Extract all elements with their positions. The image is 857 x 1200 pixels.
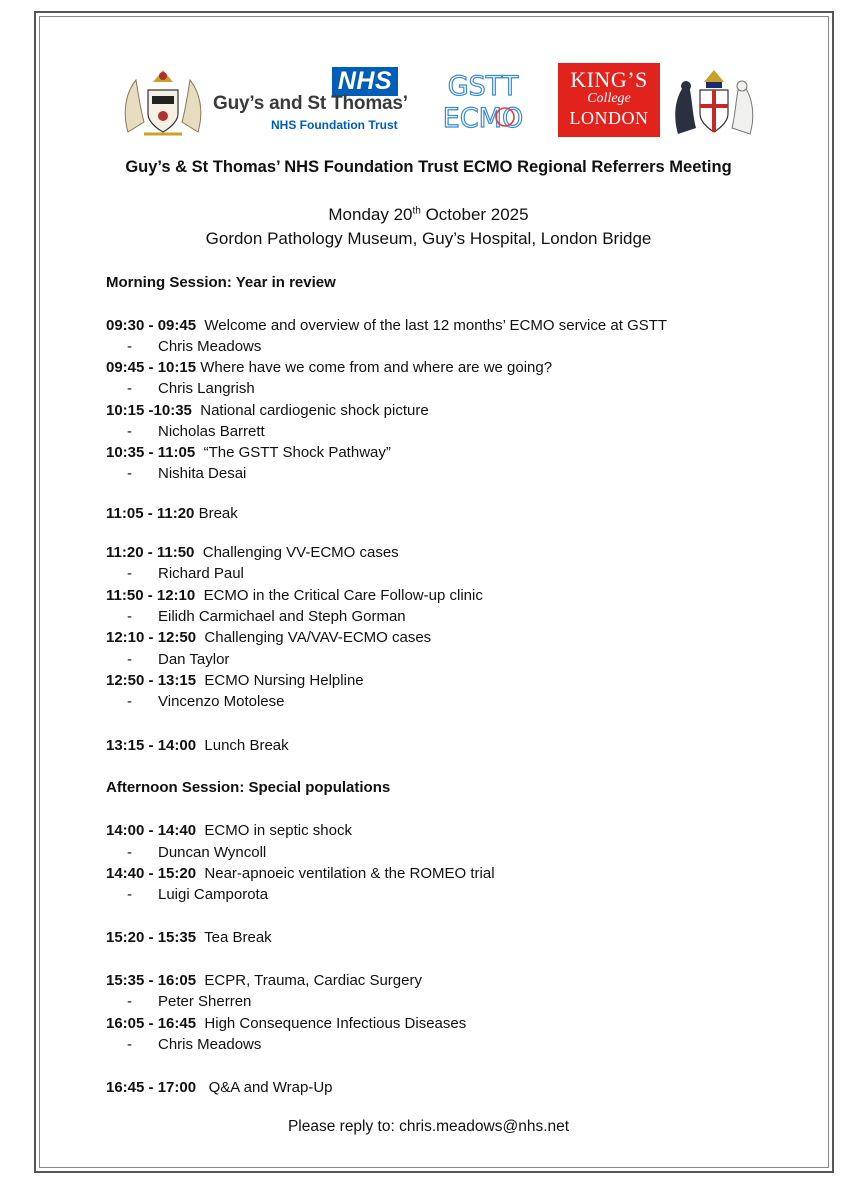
- speaker-name: Luigi Camporota: [158, 886, 269, 903]
- agenda-speaker: - Nicholas Barrett: [127, 423, 265, 440]
- speaker-name: Chris Meadows: [158, 338, 262, 355]
- ecmo-logo-line2: ECMO: [442, 103, 524, 134]
- agenda-item: [106, 542, 399, 563]
- agenda-time: 14:40 - 15:20: [106, 865, 197, 882]
- afternoon-session-heading: Afternoon Session: Special populations: [106, 779, 391, 796]
- kcl-crest-icon: [670, 64, 758, 138]
- agenda-time: 16:05 - 16:45: [106, 1015, 197, 1032]
- agenda-title: Near-apnoeic ventilation & the ROMEO trial: [204, 865, 495, 882]
- ecmo-logo-line1: GSTT: [447, 71, 519, 102]
- agenda-time: 15:35 - 16:05: [106, 972, 197, 989]
- agenda-item: [106, 442, 391, 463]
- agenda-item: [106, 970, 422, 991]
- agenda-title: Challenging VV-ECMO cases: [202, 544, 399, 561]
- speaker-name: Peter Sherren: [158, 993, 252, 1010]
- agenda-speaker: - Richard Paul: [127, 565, 244, 582]
- agenda-time: 14:00 - 14:40: [106, 822, 197, 839]
- agenda-time: 11:50 - 12:10: [106, 587, 196, 604]
- agenda-title: Tea Break: [204, 929, 272, 946]
- gstt-crest-icon: [118, 62, 208, 138]
- speaker-name: Eilidh Carmichael and Steph Gorman: [158, 608, 406, 625]
- agenda-time: 10:15 -10:35: [106, 402, 192, 419]
- agenda-title: Break: [198, 505, 238, 522]
- event-venue: Gordon Pathology Museum, Guy’s Hospital, London Bridge: [205, 229, 652, 248]
- event-date-prefix: Monday 20: [328, 205, 413, 224]
- agenda-item: [106, 1013, 466, 1034]
- gstt-ecmo-logo: [437, 65, 529, 137]
- nhs-logo: NHS: [332, 67, 398, 96]
- agenda-item: [106, 863, 495, 884]
- agenda-title: “The GSTT Shock Pathway”: [203, 444, 391, 461]
- speaker-name: Chris Langrish: [158, 380, 255, 397]
- agenda-time: 09:30 - 09:45: [106, 317, 197, 334]
- agenda-speaker: - Eilidh Carmichael and Steph Gorman: [127, 608, 406, 625]
- agenda-title: Lunch Break: [204, 737, 289, 754]
- page-title: Guy’s & St Thomas’ NHS Foundation Trust ECMO Regional Referrers Meeting: [125, 158, 732, 176]
- agenda-title: Challenging VA/VAV-ECMO cases: [204, 629, 432, 646]
- agenda-title: Where have we come from and where are we going?: [200, 359, 553, 376]
- agenda-speaker: - Chris Meadows: [127, 338, 262, 355]
- agenda-item: [106, 400, 429, 421]
- event-date-rest: October 2025: [420, 205, 529, 224]
- event-date-suffix: th: [412, 205, 421, 217]
- agenda-item: [106, 820, 352, 841]
- agenda-title: ECPR, Trauma, Cardiac Surgery: [204, 972, 422, 989]
- speaker-name: Nishita Desai: [158, 465, 247, 482]
- agenda-speaker: - Chris Langrish: [127, 380, 255, 397]
- agenda-time: 13:15 - 14:00: [106, 737, 197, 754]
- agenda-title: ECMO in the Critical Care Follow-up clinic: [203, 587, 483, 604]
- speaker-name: Dan Taylor: [158, 651, 230, 668]
- kcl-logo-line1: KING’S: [570, 67, 648, 92]
- agenda-time: 15:20 - 15:35: [106, 929, 197, 946]
- event-date: [0, 205, 857, 225]
- agenda-speaker: - Peter Sherren: [127, 993, 252, 1010]
- logo-banner: [0, 60, 857, 142]
- agenda-item: [106, 627, 431, 648]
- agenda-speaker: - Luigi Camporota: [127, 886, 269, 903]
- agenda-item: [106, 927, 272, 948]
- agenda-title: ECMO Nursing Helpline: [204, 672, 364, 689]
- agenda-speaker: - Nishita Desai: [127, 465, 247, 482]
- agenda-time: 16:45 - 17:00: [106, 1079, 197, 1096]
- agenda-time: 11:05 - 11:20: [106, 505, 195, 522]
- speaker-name: Richard Paul: [158, 565, 244, 582]
- agenda-speaker: - Chris Meadows: [127, 1036, 262, 1053]
- agenda-item: [106, 357, 552, 378]
- gstt-logo-name: Guy’s and St Thomas’: [213, 93, 408, 114]
- gstt-logo-subtitle: NHS Foundation Trust: [271, 118, 398, 132]
- speaker-name: Duncan Wyncoll: [158, 844, 267, 861]
- agenda-item: [106, 735, 289, 756]
- morning-session-heading: Morning Session: Year in review: [106, 274, 336, 291]
- agenda-time: 12:50 - 13:15: [106, 672, 197, 689]
- agenda-title: Q&A and Wrap-Up: [208, 1079, 333, 1096]
- kcl-logo-line2: College: [587, 91, 631, 106]
- agenda-time: 11:20 - 11:50: [106, 544, 195, 561]
- agenda-title: High Consequence Infectious Diseases: [204, 1015, 467, 1032]
- agenda-item: [106, 585, 483, 606]
- kcl-logo: [558, 63, 660, 137]
- speaker-name: Nicholas Barrett: [158, 423, 265, 440]
- agenda-time: 12:10 - 12:50: [106, 629, 197, 646]
- agenda-speaker: - Dan Taylor: [127, 651, 230, 668]
- agenda-title: Welcome and overview of the last 12 months’ ECMO service at GSTT: [204, 317, 668, 334]
- reply-contact: Please reply to: chris.meadows@nhs.net: [287, 1118, 570, 1135]
- agenda-item: [106, 670, 364, 691]
- agenda-speaker: - Vincenzo Motolese: [127, 693, 285, 710]
- agenda-item: [106, 315, 667, 336]
- speaker-name: Vincenzo Motolese: [158, 693, 285, 710]
- agenda-item: [106, 1077, 333, 1098]
- agenda-title: National cardiogenic shock picture: [200, 402, 429, 419]
- agenda-title: ECMO in septic shock: [204, 822, 352, 839]
- agenda-item: [106, 503, 238, 524]
- agenda-time: 10:35 - 11:05: [106, 444, 196, 461]
- agenda-speaker: - Duncan Wyncoll: [127, 844, 267, 861]
- kcl-logo-line3: LONDON: [569, 108, 649, 128]
- agenda-time: 09:45 - 10:15: [106, 359, 197, 376]
- speaker-name: Chris Meadows: [158, 1036, 262, 1053]
